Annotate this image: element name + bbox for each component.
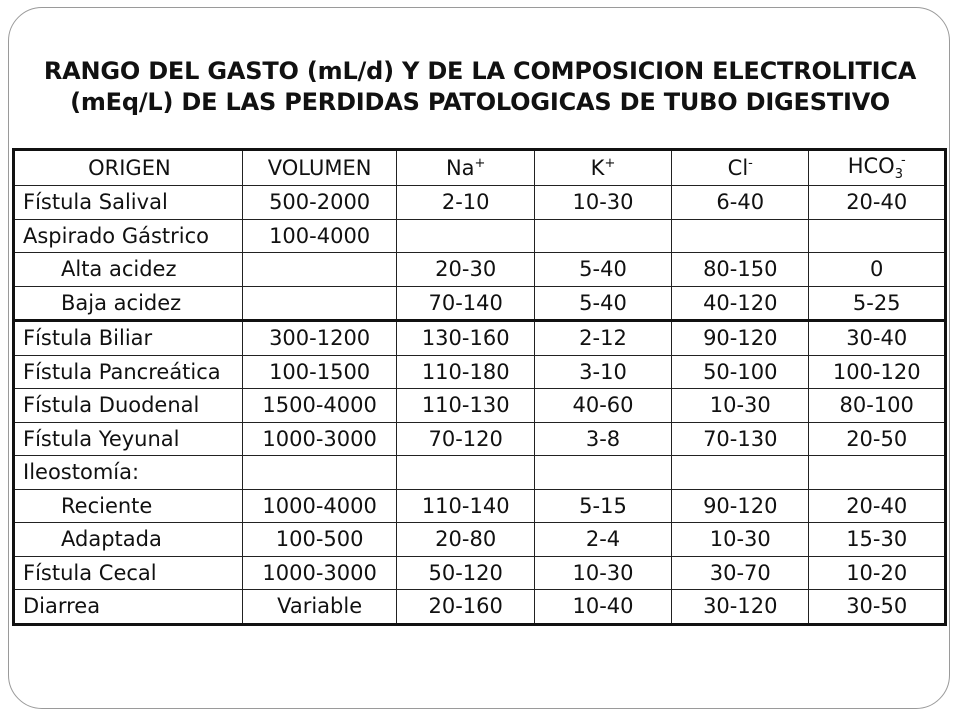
cell-hco3: 10-20 [809, 556, 946, 590]
cell-cl: 10-30 [672, 523, 809, 557]
cell-k: 5-40 [534, 286, 671, 321]
cell-volumen [242, 286, 397, 321]
header-k-base: K [590, 156, 605, 180]
cell-k: 10-30 [534, 186, 671, 220]
cell-volumen [242, 456, 397, 490]
cell-volumen: 100-4000 [242, 219, 397, 253]
table-row [14, 456, 946, 490]
table-row [14, 389, 946, 423]
cell-hco3: 20-40 [809, 489, 946, 523]
cell-na: 50-120 [397, 556, 535, 590]
cell-origen: Fístula Cecal [14, 556, 243, 590]
header-hco3-sub: 3 [894, 167, 903, 183]
cell-k: 10-40 [534, 590, 671, 625]
table-row [14, 489, 946, 523]
cell-na: 20-30 [397, 253, 535, 287]
cell-cl: 70-130 [672, 422, 809, 456]
cell-k: 3-10 [534, 355, 671, 389]
table-row [14, 286, 946, 321]
cell-cl [672, 456, 809, 490]
cell-hco3: 20-50 [809, 422, 946, 456]
cell-origen: Fístula Duodenal [14, 389, 243, 423]
table-row [14, 523, 946, 557]
cell-cl: 6-40 [672, 186, 809, 220]
cell-hco3: 20-40 [809, 186, 946, 220]
cell-na [397, 219, 535, 253]
cell-hco3: 5-25 [809, 286, 946, 321]
header-na [397, 150, 535, 186]
cell-na: 20-80 [397, 523, 535, 557]
cell-cl: 10-30 [672, 389, 809, 423]
cell-volumen: 1000-3000 [242, 556, 397, 590]
cell-origen: Alta acidez [14, 253, 243, 287]
cell-hco3: 30-50 [809, 590, 946, 625]
cell-origen: Fístula Biliar [14, 321, 243, 356]
cell-na: 110-140 [397, 489, 535, 523]
cell-cl: 90-120 [672, 489, 809, 523]
cell-origen: Diarrea [14, 590, 243, 625]
title-line-2: (mEq/L) DE LAS PERDIDAS PATOLOGICAS DE TUBO DIGESTIVO [70, 88, 890, 116]
cell-cl: 50-100 [672, 355, 809, 389]
title-line-1: RANGO DEL GASTO (mL/d) Y DE LA COMPOSICION ELECTROLITICA [43, 57, 917, 85]
slide-title [40, 56, 920, 118]
header-hco3-base: HCO [847, 154, 895, 179]
cell-origen: Fístula Pancreática [14, 355, 243, 389]
header-origen: ORIGEN [14, 150, 243, 186]
cell-k [534, 219, 671, 253]
cell-hco3: 100-120 [809, 355, 946, 389]
cell-volumen: 300-1200 [242, 321, 397, 356]
table-row [14, 321, 946, 356]
cell-k: 2-12 [534, 321, 671, 356]
header-volumen: VOLUMEN [242, 150, 397, 186]
cell-volumen [242, 253, 397, 287]
table-row [14, 590, 946, 625]
cell-k: 10-30 [534, 556, 671, 590]
table-row [14, 253, 946, 287]
electrolyte-table [12, 148, 947, 626]
cell-hco3 [809, 219, 946, 253]
cell-cl: 40-120 [672, 286, 809, 321]
table-header-row [14, 150, 946, 186]
cell-na: 20-160 [397, 590, 535, 625]
cell-origen: Aspirado Gástrico [14, 219, 243, 253]
cell-volumen: 1500-4000 [242, 389, 397, 423]
cell-na [397, 456, 535, 490]
cell-na: 2-10 [397, 186, 535, 220]
header-hco3 [809, 150, 946, 186]
cell-cl [672, 219, 809, 253]
table-row [14, 422, 946, 456]
header-na-sup: + [474, 156, 486, 171]
cell-volumen: 500-2000 [242, 186, 397, 220]
cell-na: 70-120 [397, 422, 535, 456]
header-cl [672, 150, 809, 186]
cell-origen: Ileostomía: [14, 456, 243, 490]
cell-origen: Reciente [14, 489, 243, 523]
header-k [534, 150, 671, 186]
cell-hco3: 15-30 [809, 523, 946, 557]
header-cl-sup: - [748, 156, 753, 171]
cell-na: 130-160 [397, 321, 535, 356]
cell-cl: 90-120 [672, 321, 809, 356]
cell-origen: Fístula Yeyunal [14, 422, 243, 456]
cell-hco3: 30-40 [809, 321, 946, 356]
cell-na: 110-180 [397, 355, 535, 389]
cell-volumen: 100-1500 [242, 355, 397, 389]
cell-k [534, 456, 671, 490]
cell-k: 5-40 [534, 253, 671, 287]
table-row [14, 556, 946, 590]
cell-hco3 [809, 456, 946, 490]
cell-cl: 30-120 [672, 590, 809, 625]
header-cl-base: Cl [727, 156, 749, 180]
cell-volumen: Variable [242, 590, 397, 625]
cell-origen: Fístula Salival [14, 186, 243, 220]
cell-origen: Baja acidez [14, 286, 243, 321]
header-hco3-sup: - [900, 153, 906, 169]
cell-origen: Adaptada [14, 523, 243, 557]
cell-cl: 80-150 [672, 253, 809, 287]
cell-hco3: 0 [809, 253, 946, 287]
table-row [14, 186, 946, 220]
cell-volumen: 1000-3000 [242, 422, 397, 456]
cell-cl: 30-70 [672, 556, 809, 590]
table-row [14, 355, 946, 389]
cell-volumen: 100-500 [242, 523, 397, 557]
header-k-sup: + [604, 156, 616, 171]
cell-na: 110-130 [397, 389, 535, 423]
cell-k: 2-4 [534, 523, 671, 557]
header-na-base: Na [445, 156, 475, 180]
cell-k: 3-8 [534, 422, 671, 456]
cell-k: 5-15 [534, 489, 671, 523]
table-row [14, 219, 946, 253]
cell-na: 70-140 [397, 286, 535, 321]
cell-k: 40-60 [534, 389, 671, 423]
cell-volumen: 1000-4000 [242, 489, 397, 523]
cell-hco3: 80-100 [809, 389, 946, 423]
